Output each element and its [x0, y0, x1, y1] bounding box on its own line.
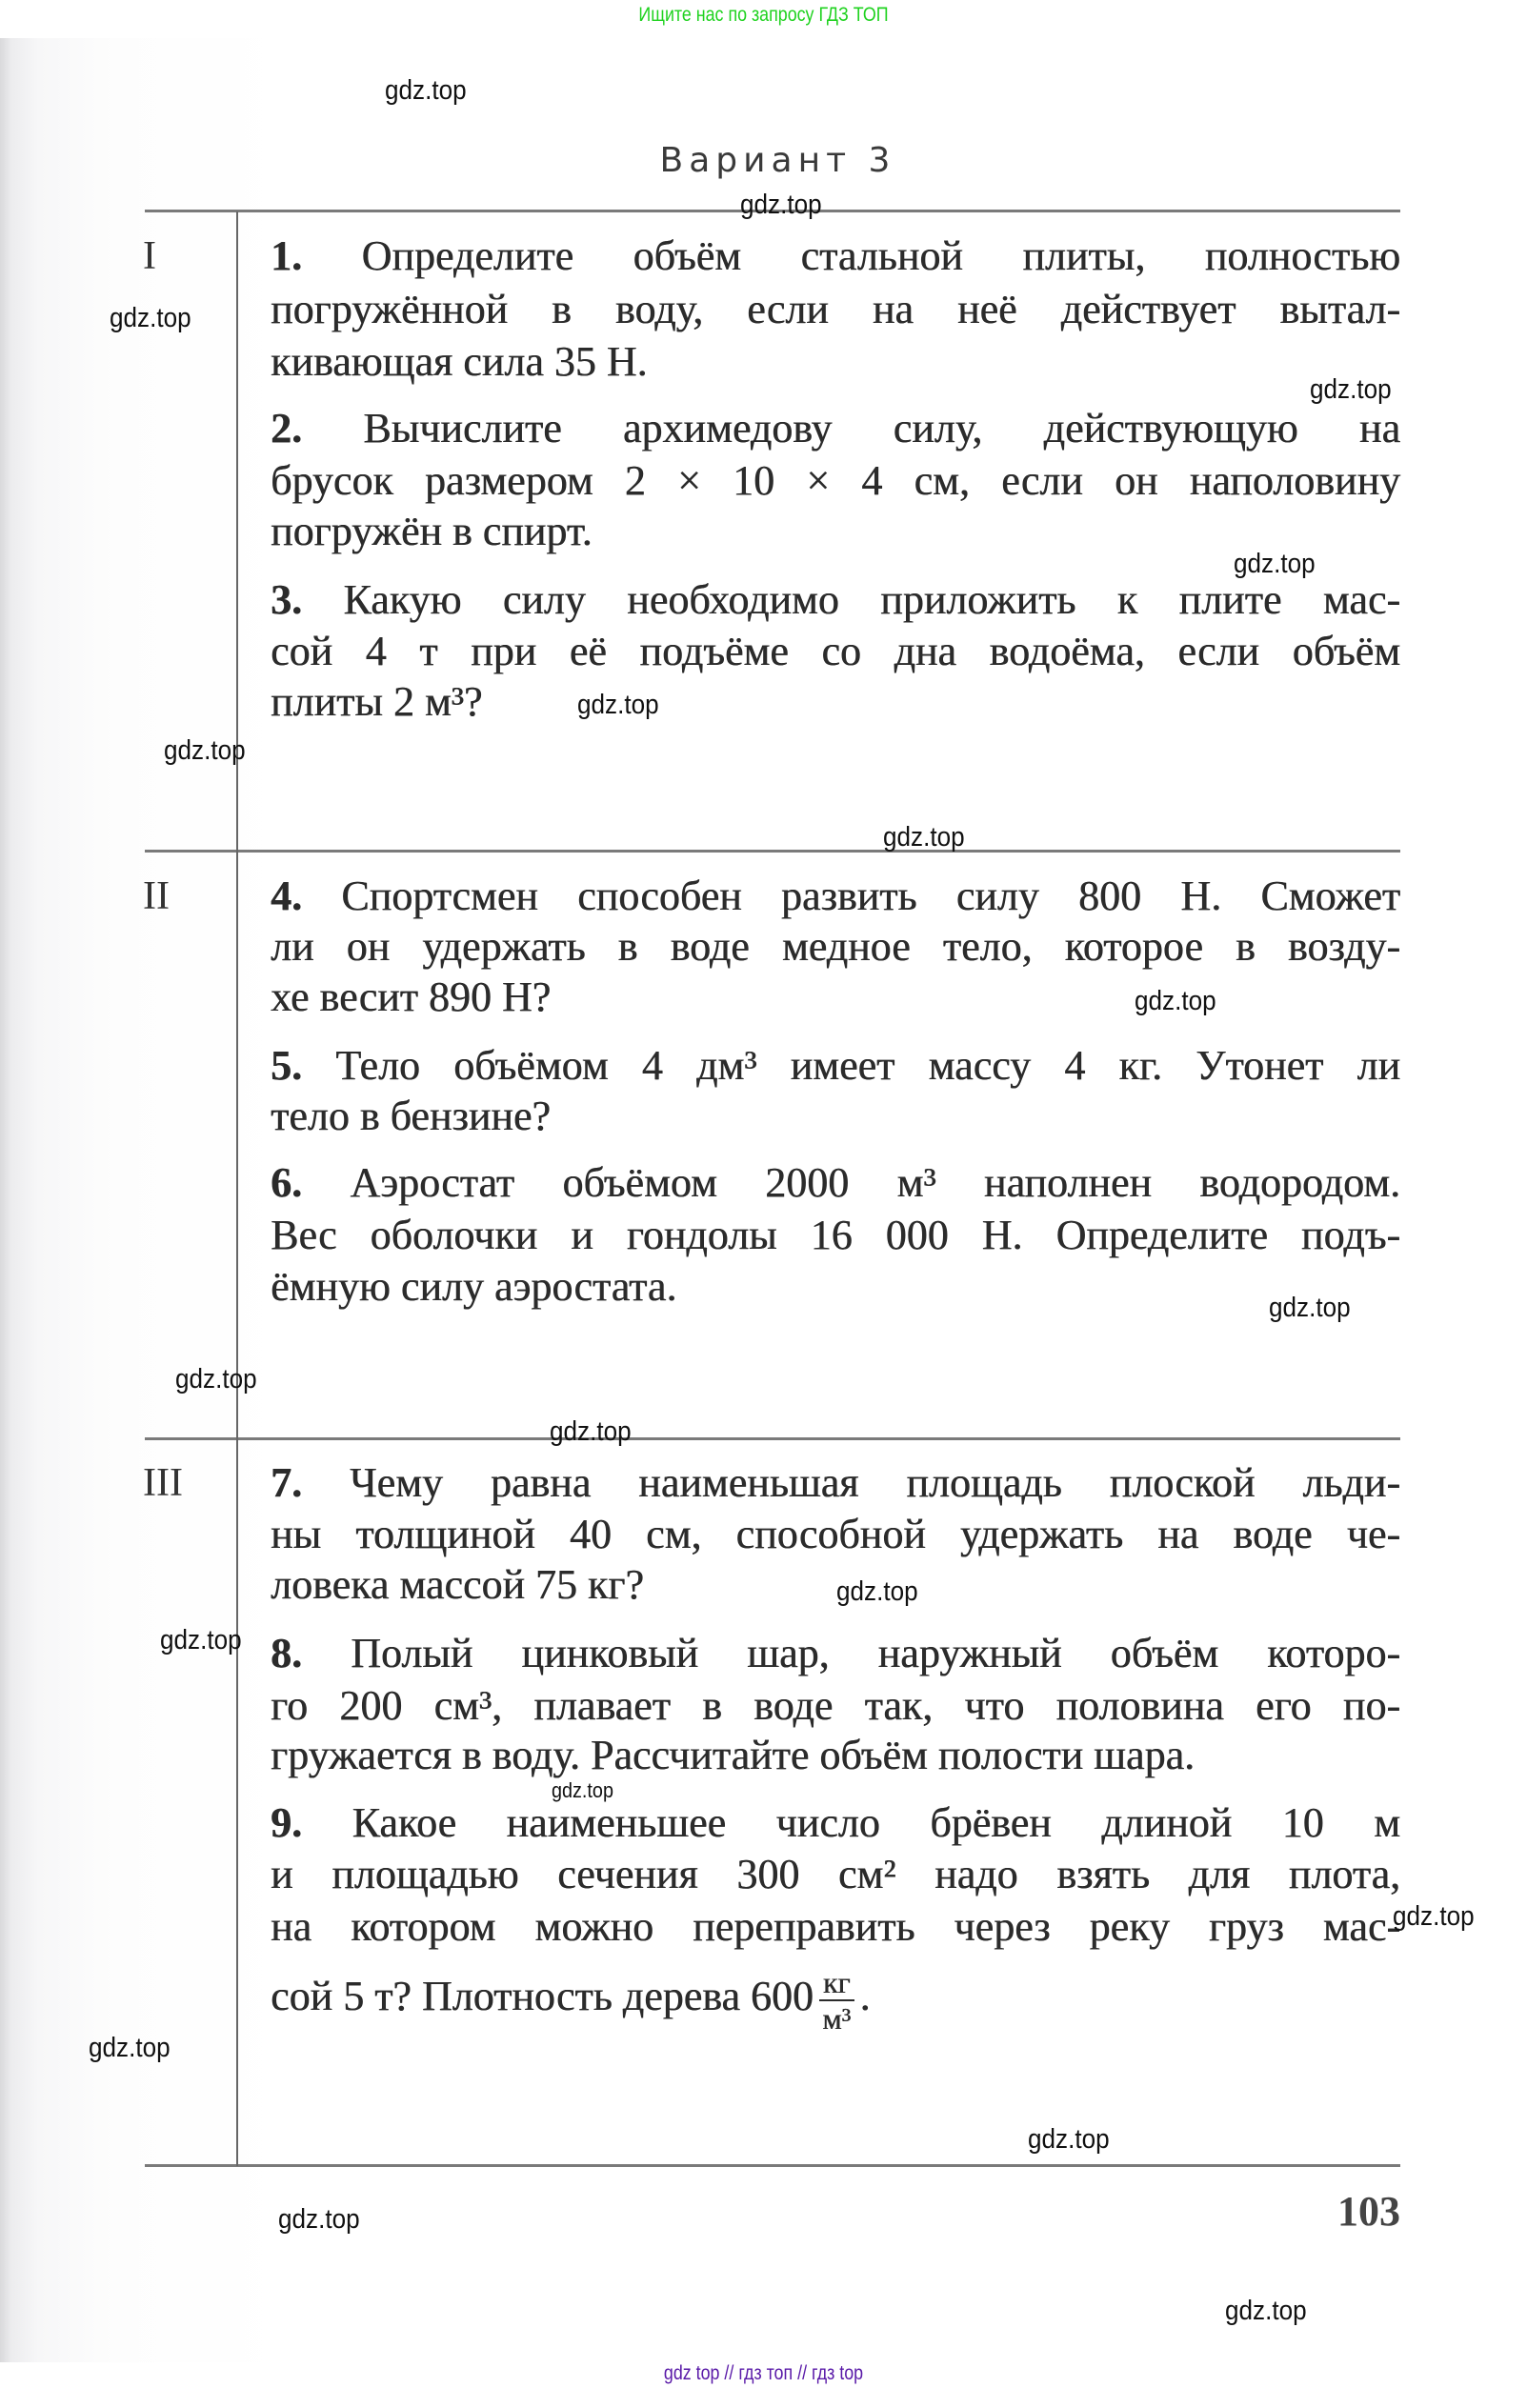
problem-text: Определите объём стальной плиты, полностью [361, 232, 1401, 279]
watermark: gdz.top [883, 822, 965, 853]
problem-text: хе весит 890 Н? [271, 973, 552, 1020]
problem-number: 2. [271, 405, 302, 452]
problem-text-line [271, 1457, 1400, 1509]
watermark: gdz.top [1393, 1901, 1475, 1932]
watermark: gdz.top [1225, 2296, 1307, 2326]
problem-text-line [271, 1040, 1400, 1092]
watermark: gdz.top [385, 75, 467, 106]
variant-title: Вариант 3 [659, 141, 896, 180]
problem-text: кивающая сила 35 Н. [271, 338, 648, 385]
problem-text: погружённой в воду, если на неё действует вытал- [271, 286, 1400, 332]
problem-number: 1. [271, 232, 302, 279]
problem-text: брусок размером 2 × 10 × 4 см, если он наполовину [271, 457, 1400, 504]
problem-text-line [271, 336, 1400, 388]
problem-text: сой 4 т при её подъёме со дна водоёма, если объём [271, 628, 1400, 674]
problem-text: Какое наименьшее число брёвен длиной 10 м [352, 1799, 1401, 1846]
problem-text-line [271, 626, 1400, 677]
problem-text: Какую силу необходимо приложить к плите мас- [343, 576, 1401, 623]
watermark: gdz.top [836, 1576, 918, 1607]
problem-text: Вычислите архимедову силу, действующую на [363, 405, 1401, 452]
problem-text: го 200 см³, плавает в воде так, что половина его по- [271, 1682, 1400, 1729]
watermark: gdz.top [552, 1778, 613, 1802]
problem-number: 5. [271, 1042, 302, 1089]
watermark: gdz.top [89, 2033, 171, 2063]
problem-text-line [271, 1261, 1400, 1313]
section-numeral: III [143, 1461, 183, 1505]
problem-text: ли он удержать в воде медное тело, которое в возду- [271, 923, 1400, 970]
problem-text-line [271, 1680, 1400, 1732]
watermark: gdz.top [278, 2204, 360, 2235]
watermark: gdz.top [740, 190, 822, 220]
watermark: gdz.top [550, 1416, 632, 1447]
problem-text: ловека массой 75 кг? [271, 1561, 644, 1608]
watermark: gdz.top [110, 303, 191, 333]
problem-text-line [271, 1210, 1400, 1261]
problem-number: 7. [271, 1459, 302, 1506]
watermark: gdz.top [1269, 1293, 1351, 1323]
section-divider [145, 1437, 1400, 1440]
problem-number: 9. [271, 1799, 302, 1846]
table-bottom-rule [145, 2164, 1400, 2167]
density-unit-fraction [819, 1965, 854, 2036]
section-numeral: II [143, 874, 170, 918]
fraction-numerator: кг [819, 1965, 854, 2001]
problem-text: плиты 2 м³? [271, 678, 483, 725]
problem-number: 3. [271, 576, 302, 623]
problem-text: Аэростат объёмом 2000 м³ наполнен водородом. [350, 1159, 1401, 1206]
search-banner[interactable]: Ищите нас по запросу ГДЗ ТОП [638, 4, 889, 26]
fraction-denominator: м³ [822, 2001, 852, 2036]
problem-text: на котором можно переправить через реку груз мас- [271, 1903, 1400, 1950]
section-divider [145, 850, 1400, 853]
problem-text: гружается в воду. Рассчитайте объём полости шара. [271, 1732, 1195, 1778]
problem-text: Вес оболочки и гондолы 16 000 Н. Определите подъ- [271, 1212, 1400, 1258]
problem-text-line [271, 871, 1400, 922]
problem-text-line [271, 1559, 1400, 1611]
problem-text: Полый цинковый шар, наружный объём которо- [351, 1630, 1401, 1676]
watermark: gdz.top [164, 735, 246, 766]
problem-text: тело в бензине? [271, 1093, 551, 1139]
problem-text-line [271, 1730, 1400, 1781]
problem-number: 4. [271, 873, 302, 919]
problem-text-line [271, 1797, 1400, 1849]
problem-text: ёмную силу аэростата. [271, 1263, 677, 1310]
problem-text: сой 5 т? Плотность дерева 600 [271, 1973, 814, 2020]
watermark: gdz.top [1234, 549, 1316, 579]
problem-text-line [271, 1849, 1400, 1900]
watermark: gdz.top [577, 690, 659, 720]
problem-text-line [271, 284, 1400, 335]
watermark: gdz.top [1135, 986, 1216, 1016]
page-number: 103 [1337, 2188, 1400, 2235]
problem-text: погружён в спирт. [271, 508, 593, 554]
watermark: gdz.top [1310, 374, 1392, 405]
problem-text-line [271, 574, 1400, 626]
problem-text: Спортсмен способен развить силу 800 Н. Сможет [341, 873, 1401, 919]
problem-text-line [271, 1628, 1400, 1679]
problem-text-line [271, 676, 1400, 728]
watermark: gdz.top [1028, 2124, 1110, 2155]
problem-text: ны толщиной 40 см, способной удержать на воде че- [271, 1511, 1400, 1557]
problem-text-line [271, 1901, 1400, 1953]
problem-number: 8. [271, 1630, 302, 1676]
column-divider [236, 211, 238, 2166]
problem-number: 6. [271, 1159, 302, 1206]
problem-text-line [271, 972, 1400, 1023]
problem-text-tail: . [859, 1973, 871, 2020]
problem-text-line [271, 506, 1400, 557]
problem-text-line [271, 455, 1400, 507]
footer-links[interactable]: gdz top // гдз топ // гдз top [663, 2362, 864, 2384]
problem-text-line [271, 1509, 1400, 1560]
section-numeral: I [143, 234, 156, 278]
problem-text-line [271, 1157, 1400, 1209]
problem-text-line [271, 1091, 1400, 1142]
problem-text: и площадью сечения 300 см² надо взять для плота, [271, 1851, 1400, 1897]
watermark: gdz.top [175, 1364, 257, 1395]
problem-text-line [271, 403, 1400, 454]
problem-text-line [271, 921, 1400, 973]
problem-text-line [271, 1965, 1400, 2036]
watermark: gdz.top [160, 1625, 242, 1656]
problem-text: Тело объёмом 4 дм³ имеет массу 4 кг. Утонет ли [335, 1042, 1400, 1089]
problem-text: Чему равна наименьшая площадь плоской льди- [349, 1459, 1401, 1506]
problem-text-line [271, 231, 1400, 282]
